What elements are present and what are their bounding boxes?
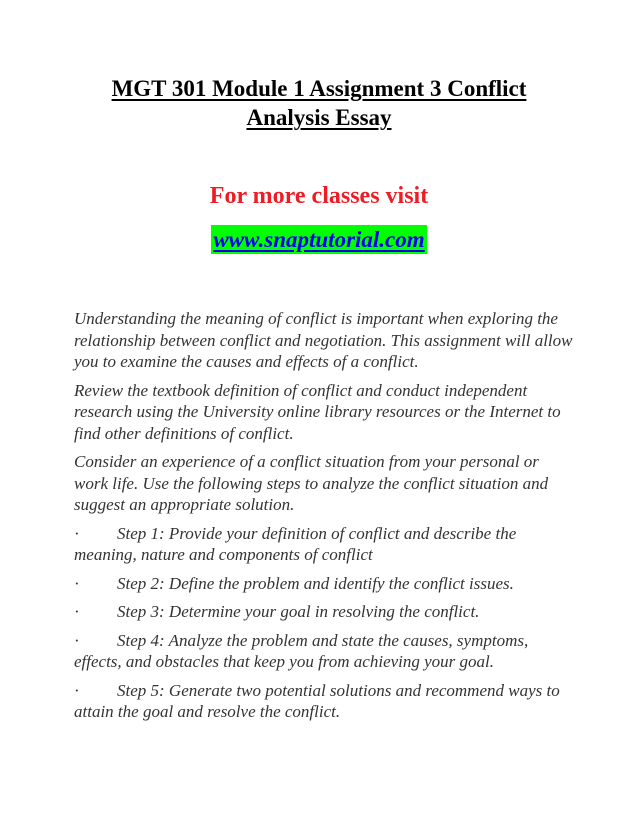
- list-item-step-2: [74, 573, 574, 595]
- step-text: Step 3: Determine your goal in resolving the conflict.: [117, 602, 480, 621]
- list-item-step-3: [74, 601, 574, 623]
- assignment-body: [74, 308, 574, 730]
- list-item-step-1: [74, 523, 574, 566]
- list-item-step-4: [74, 630, 574, 673]
- paragraph-review: Review the textbook definition of conflict and conduct independent research using the University online library resources or the Internet to find other definitions of conflict.: [74, 380, 561, 443]
- bullet-marker: ·: [74, 523, 80, 543]
- bullet-marker: ·: [74, 602, 80, 621]
- title-line-1: MGT 301 Module 1 Assignment 3 Conflict: [111, 76, 527, 101]
- step-text: Step 1: Provide your definition of conflict and describe the meaning, nature and components of conflict: [74, 523, 517, 564]
- step-text: Step 4: Analyze the problem and state the causes, symptoms, effects, and obstacles that keep you from achieving your goal.: [74, 630, 529, 671]
- step-text: Step 5: Generate two potential solutions and recommend ways to attain the goal and resolve the conflict.: [74, 680, 560, 721]
- paragraph-intro: Understanding the meaning of conflict is important when exploring the relationship between conflict and negotiation. This assignment will allow you to examine the causes and effects of a conflict.: [74, 309, 573, 371]
- document-title: [0, 74, 638, 132]
- list-item-step-5: [74, 680, 574, 723]
- step-text: Step 2: Define the problem and identify the conflict issues.: [117, 573, 514, 593]
- promo-link[interactable]: www.snaptutorial.com: [213, 227, 425, 252]
- bullet-marker: ·: [74, 573, 80, 593]
- bullet-marker: ·: [74, 630, 80, 650]
- promo-text: For more classes visit: [209, 183, 429, 209]
- paragraph-consider: Consider an experience of a conflict situation from your personal or work life. Use the following steps to analyze the conflict situation and suggest an appropriate solution.: [74, 452, 549, 514]
- bullet-marker: ·: [74, 680, 80, 700]
- title-line-2: Analysis Essay: [246, 105, 392, 130]
- promo-link-row: [0, 225, 638, 254]
